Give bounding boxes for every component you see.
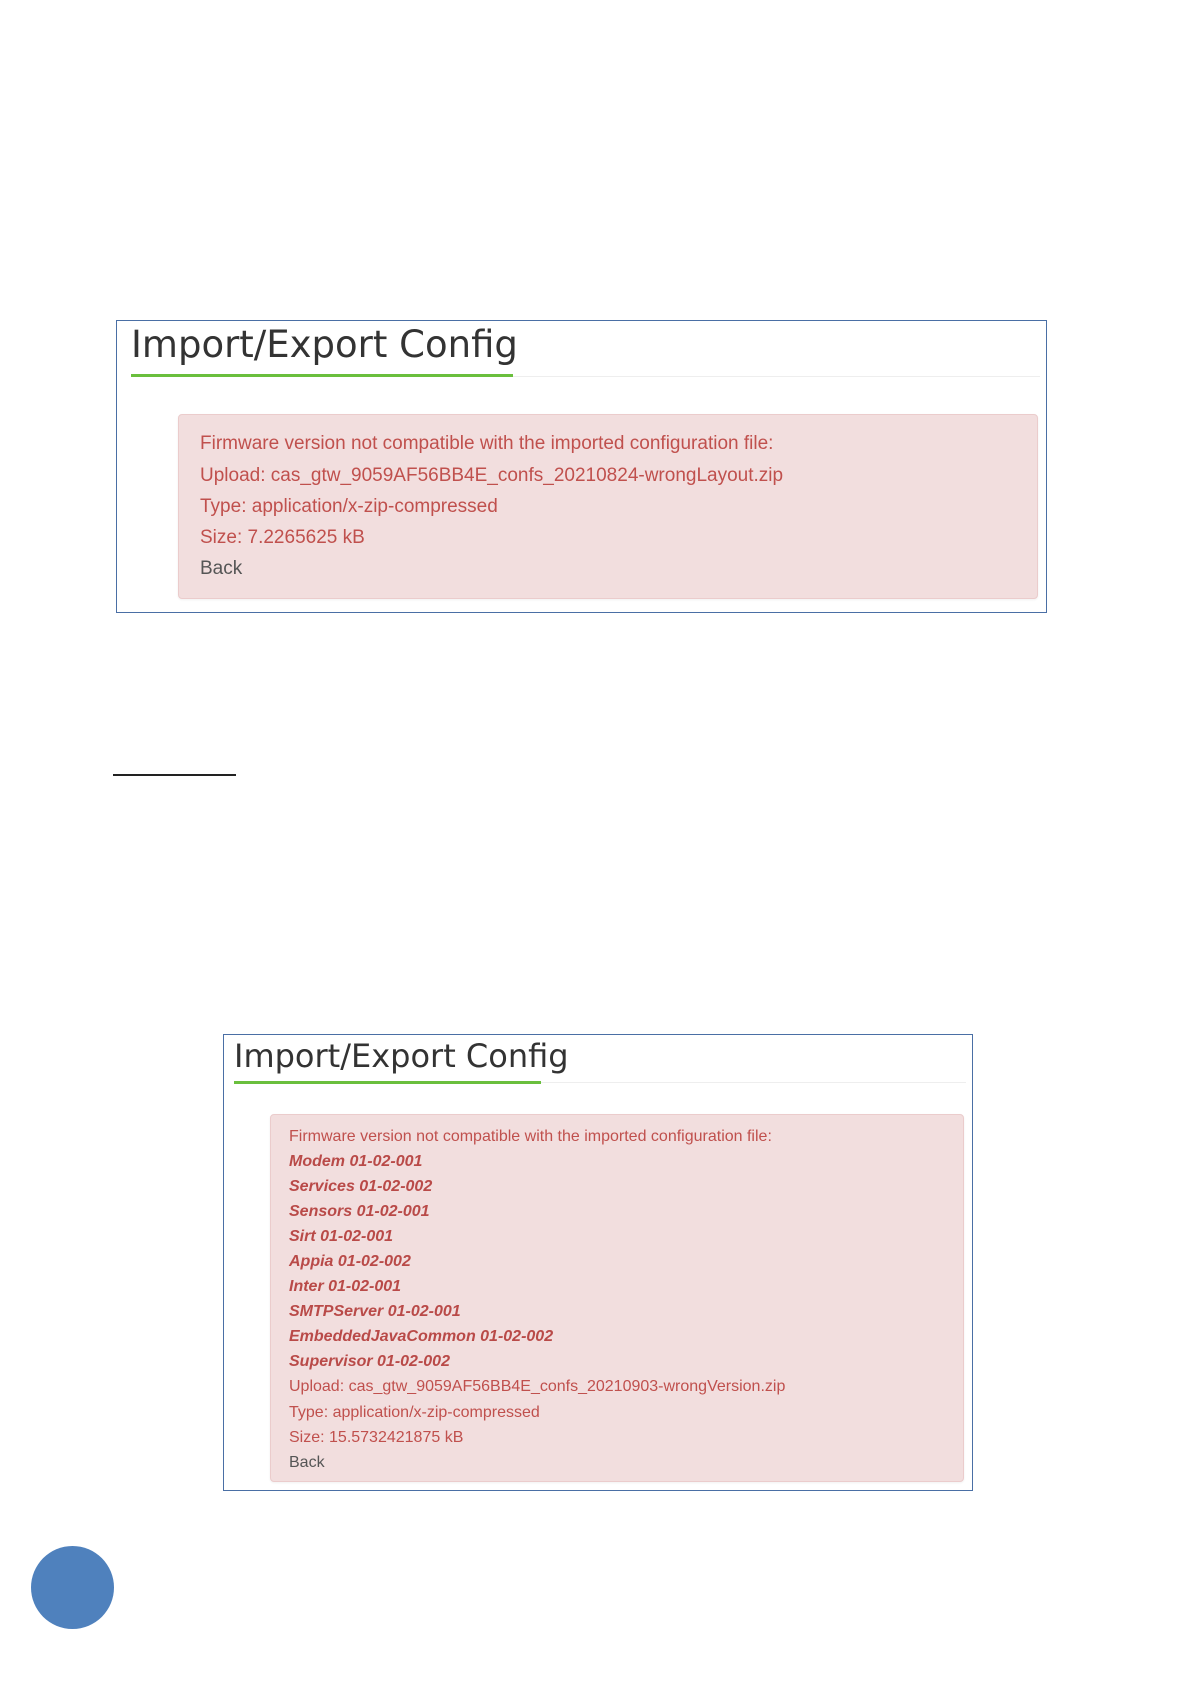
- back-link[interactable]: Back: [200, 558, 243, 579]
- module-version-appia: Appia 01-02-002: [289, 1253, 411, 1270]
- module-version-embeddedjavacommon: EmbeddedJavaCommon 01-02-002: [289, 1328, 554, 1345]
- page-number-badge: [31, 1546, 114, 1629]
- alert-file-type: Type: application/x-zip-compressed: [200, 496, 498, 517]
- screenshot-import-export-wrong-layout: [116, 320, 1047, 613]
- module-version-modem: Modem 01-02-001: [289, 1153, 423, 1170]
- module-version-services: Services 01-02-002: [289, 1178, 433, 1195]
- alert-file-type: Type: application/x-zip-compressed: [289, 1404, 540, 1421]
- alert-file-size: Size: 7.2265625 kB: [200, 527, 365, 548]
- module-version-supervisor: Supervisor 01-02-002: [289, 1353, 450, 1370]
- module-version-sensors: Sensors 01-02-001: [289, 1203, 430, 1220]
- error-alert: [270, 1114, 964, 1482]
- title-divider: [541, 1082, 966, 1083]
- title-underline: [234, 1081, 541, 1084]
- screenshot-import-export-wrong-version: [223, 1034, 973, 1491]
- back-link[interactable]: Back: [289, 1454, 325, 1471]
- module-version-sirt: Sirt 01-02-001: [289, 1228, 394, 1245]
- alert-message: Firmware version not compatible with the imported configuration file:: [200, 433, 774, 454]
- title-underline: [131, 374, 513, 377]
- alert-message: Firmware version not compatible with the imported configuration file:: [289, 1128, 772, 1145]
- page-title: Import/Export Config: [234, 1037, 569, 1075]
- module-version-smtpserver: SMTPServer 01-02-001: [289, 1303, 461, 1320]
- alert-upload-filename: Upload: cas_gtw_9059AF56BB4E_confs_20210903-wrongVersion.zip: [289, 1378, 786, 1395]
- module-version-inter: Inter 01-02-001: [289, 1278, 402, 1295]
- alert-file-size: Size: 15.5732421875 kB: [289, 1429, 464, 1446]
- heading-underline-fragment: [113, 774, 236, 776]
- title-divider: [513, 376, 1040, 377]
- alert-upload-filename: Upload: cas_gtw_9059AF56BB4E_confs_20210824-wrongLayout.zip: [200, 465, 784, 486]
- page-title: Import/Export Config: [131, 323, 518, 366]
- error-alert: [178, 414, 1038, 599]
